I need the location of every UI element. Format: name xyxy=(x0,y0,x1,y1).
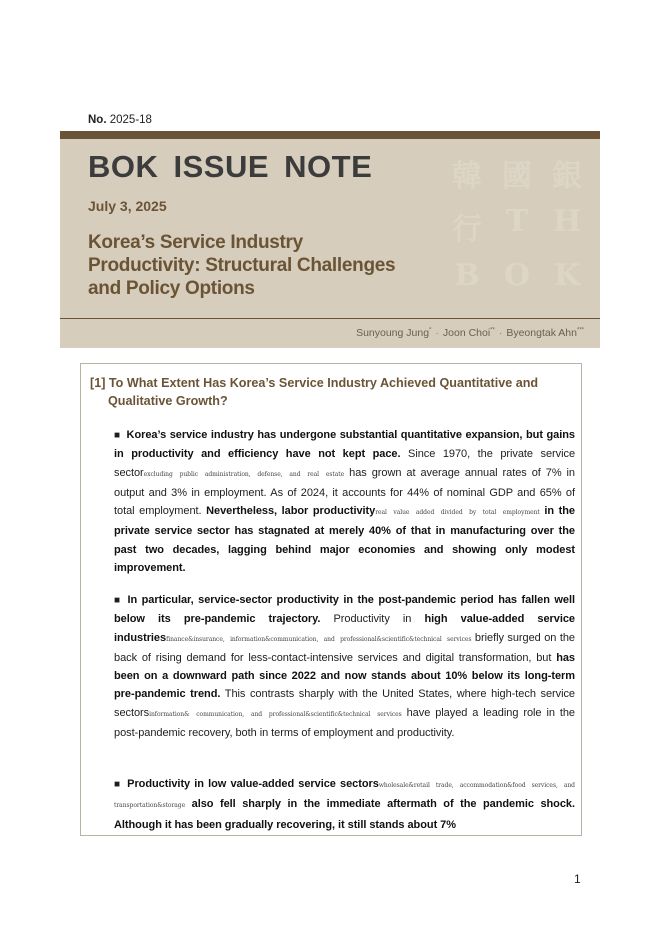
issue-number-value: 2025-18 xyxy=(109,114,152,126)
paragraph-2 xyxy=(114,591,575,742)
watermark-glyph: 行 xyxy=(452,212,482,248)
p2-subscript-1: finance&insurance, information&communication, and professional&scientific&technical services xyxy=(166,635,472,643)
p3-subscript-1: wholesale&retail trade, accommodation&food services, and transportation&storage xyxy=(114,782,575,810)
page-number: 1 xyxy=(574,872,581,886)
author-footnote-mark: *** xyxy=(576,327,584,334)
author-separator: · xyxy=(435,327,439,339)
watermark-glyph: 國 xyxy=(502,159,532,194)
author-name: Byeongtak Ahn xyxy=(506,327,577,339)
p2-subscript-2: information& communication, and professional&scientific&technical services xyxy=(149,710,402,718)
p2-text-1: Productivity in xyxy=(320,613,425,626)
p3-bold-2: also fell sharply in the immediate aftermath of the pandemic shock. Although it has been gradually recovering, it still stands about 7% xyxy=(114,798,575,831)
summary-box xyxy=(80,363,582,836)
issue-number-label: No. xyxy=(88,114,107,126)
watermark-glyph: H xyxy=(552,204,582,240)
p1-bold-3: in the private service sector has stagnated at merely 40% of that in manufacturing over the past two decades, lagging behind major economies and showing only modest improvement. xyxy=(114,505,575,575)
author-name: Joon Choi xyxy=(442,327,491,339)
p2-text-4: have played a leading role in the post-pandemic recovery, both in terms of employment and productivity. xyxy=(114,706,575,740)
watermark-glyph: O xyxy=(503,257,531,293)
author-footnote-mark: * xyxy=(429,327,432,334)
publication-date: July 3, 2025 xyxy=(88,198,167,214)
paragraph-3 xyxy=(114,775,575,834)
bok-watermark-icon xyxy=(442,151,592,311)
p1-subscript-1: excluding public administration, defense, and real estate xyxy=(143,470,345,478)
paragraph-1 xyxy=(114,426,575,577)
p2-text-2: briefly surged on the back of rising demand for less-contact-intensive services and digital transformation, but xyxy=(114,631,575,664)
watermark-glyph: B xyxy=(454,257,480,293)
bullet-square-icon: ■ xyxy=(114,430,121,441)
section-heading-line-2: Qualitative Growth? xyxy=(108,394,228,408)
watermark-glyph: 韓 xyxy=(452,159,482,194)
author-separator: · xyxy=(498,327,503,339)
title-banner xyxy=(60,139,600,318)
author-name: Sunyoung Jung xyxy=(356,327,430,339)
author-footnote-mark: ** xyxy=(490,327,495,334)
header-top-rule xyxy=(60,131,600,139)
p1-text-1: Since 1970, the private service sector xyxy=(114,448,576,479)
p2-text-3: This contrasts sharply with the United States, where high-tech service sectors xyxy=(114,688,575,719)
p1-bold-1: Korea’s service industry has undergone substantial quantitative expansion, but gains in productivity and efficiency have not kept pace. xyxy=(114,429,575,461)
author-line xyxy=(60,319,600,348)
p1-bold-2: Nevertheless, labor productivity xyxy=(206,505,376,518)
watermark-glyph: K xyxy=(553,257,581,293)
section-heading xyxy=(90,374,576,410)
p2-bold-2: high value-added service industries xyxy=(114,613,575,644)
p3-bold-1: Productivity in low value-added service sectors xyxy=(127,778,379,790)
series-title: BOK ISSUE NOTE xyxy=(88,149,373,184)
p2-bold-1: In particular, service-sector productivity in the post-pandemic period has fallen well below its pre-pandemic trajectory. xyxy=(114,594,575,626)
watermark-glyph: T xyxy=(505,204,529,240)
bullet-square-icon: ■ xyxy=(114,595,122,606)
p2-bold-3: has been on a downward path since 2022 and now stands about 10% below its long-term pre-pandemic trend. xyxy=(114,651,575,701)
issue-number xyxy=(88,114,152,126)
watermark-glyph: 銀 xyxy=(552,159,582,194)
document-title: Korea’s Service Industry Productivity: Structural Challenges and Policy Options xyxy=(88,232,396,299)
section-heading-line-1: [1] To What Extent Has Korea’s Service Industry Achieved Quantitative and xyxy=(90,376,539,390)
p1-text-2: has grown at average annual rates of 7% in output and 3% in employment. As of 2024, it accounts for 44% of nominal GDP and 65% of total employment. xyxy=(114,466,575,518)
bullet-square-icon: ■ xyxy=(114,779,122,790)
p1-subscript-2: real value added divided by total employment xyxy=(375,509,540,517)
